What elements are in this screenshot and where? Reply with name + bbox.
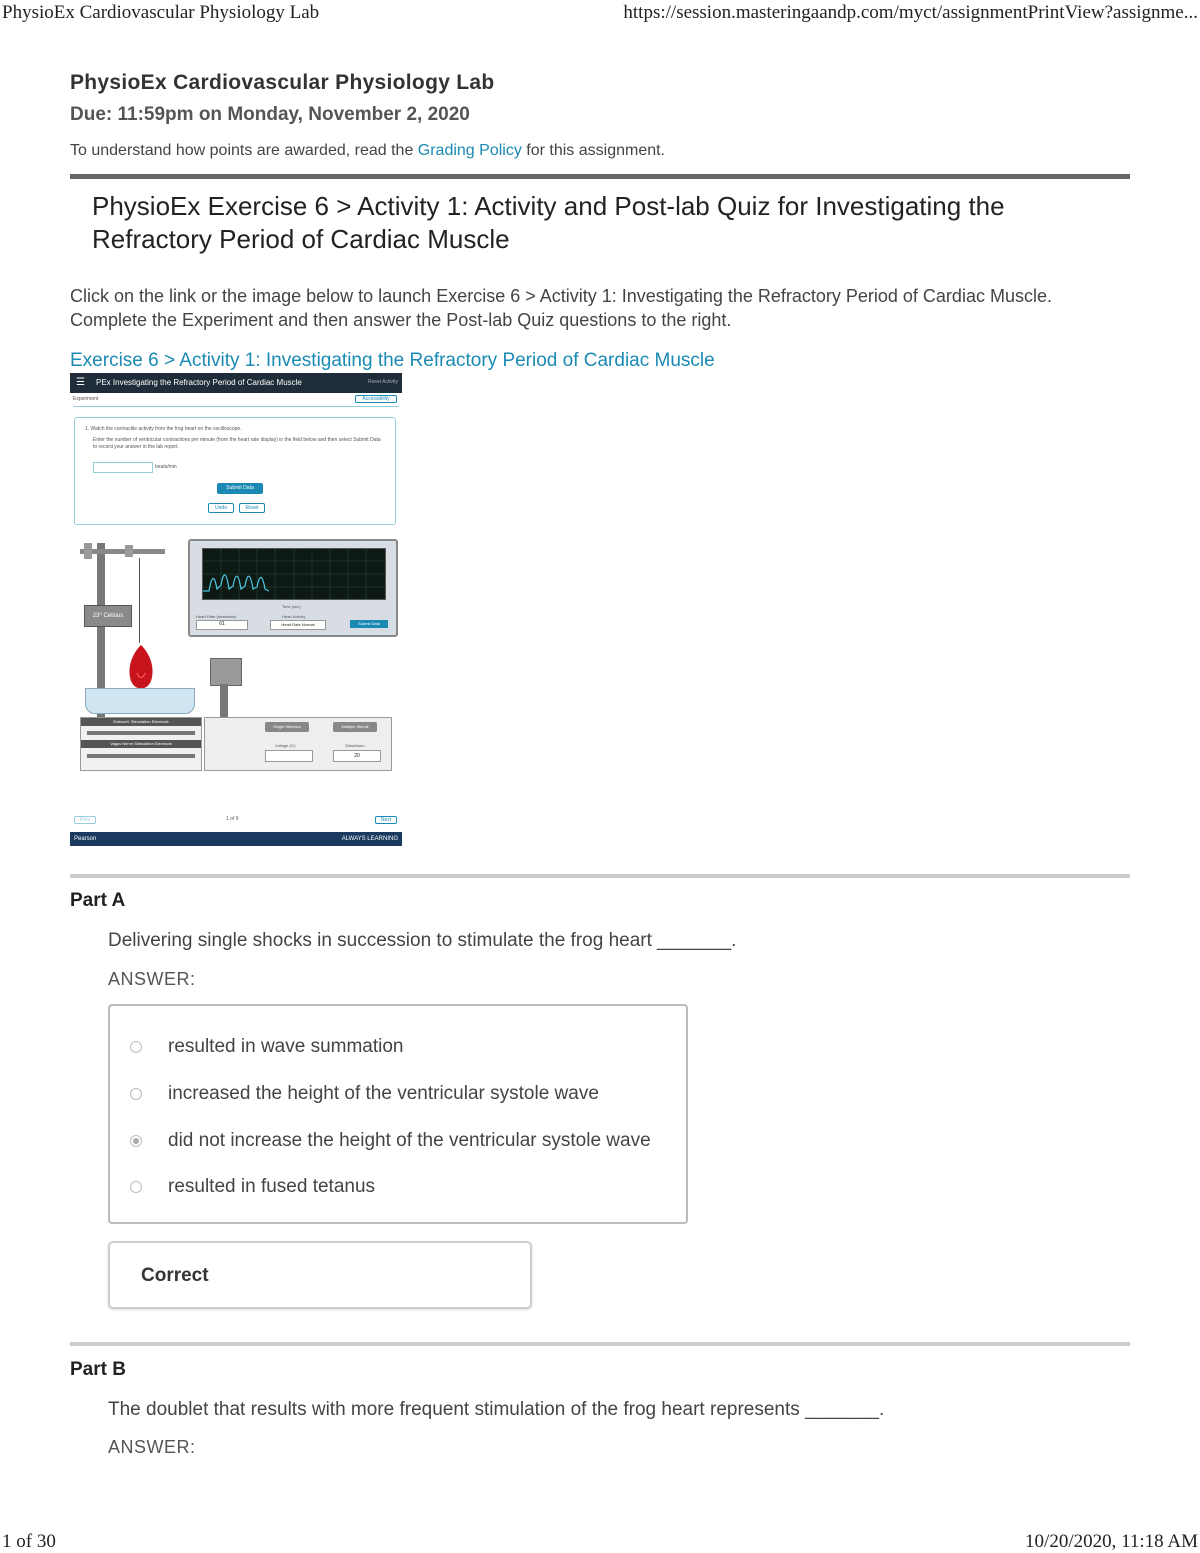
option-4-text: resulted in fused tetanus xyxy=(168,1176,376,1197)
voltage-field xyxy=(265,750,313,762)
sim-reset-activity: Reset Activity xyxy=(367,379,398,385)
electrode-panel xyxy=(80,717,202,771)
part-a-label: Part A xyxy=(70,890,126,911)
sim-instruction-2: Enter the number of ventricular contractions per minute (from the heart rate display) in the field below and then select Submit Data to record your answer in the lab report. xyxy=(93,437,381,450)
pearson-logo: Pearson xyxy=(74,836,97,842)
heart-rate-normal: Heart Rate Normal xyxy=(270,620,326,630)
exercise-intro: Click on the link or the image below to launch Exercise 6 > Activity 1: Investigating the Refractory Period of Cardiac Muscle. Complete the Experiment and then answer the Post-lab Quiz questions to the right. xyxy=(70,286,1052,330)
part-b-divider xyxy=(70,1342,1130,1346)
sim-accessibility: Accessibility xyxy=(355,395,397,403)
stimuli-sec-label: Stimuli/sec: xyxy=(345,743,366,748)
always-learning: ALWAYS LEARNING xyxy=(341,836,398,842)
time-axis-label: Time (sec) xyxy=(282,604,301,609)
grading-note xyxy=(70,142,665,160)
part-b-question: The doublet that results with more frequent stimulation of the frog heart represents _______. xyxy=(108,1399,885,1420)
sim-tab: Experiment xyxy=(73,396,99,402)
part-a-answer-label: ANSWER: xyxy=(108,969,196,989)
stimulator-panel xyxy=(204,717,392,771)
stimuli-sec-field: 20 xyxy=(333,750,381,762)
sim-reset: Reset xyxy=(239,503,265,513)
sim-title: PEx Investigating the Refractory Period of Cardiac Muscle xyxy=(96,378,302,387)
stand-arm xyxy=(80,549,165,554)
radio-button[interactable] xyxy=(130,1041,142,1053)
sim-undo: Undo xyxy=(208,503,234,513)
heart-trace xyxy=(203,549,385,599)
grading-suffix: for this assignment. xyxy=(521,142,665,159)
option-1-text: resulted in wave summation xyxy=(168,1036,404,1057)
electrode-2-label: Vagus Nerve Stimulation Electrode xyxy=(81,740,201,748)
sim-next: Next xyxy=(375,816,397,824)
sim-page: 1 of 9 xyxy=(226,816,239,822)
heart-rate-value: 61 xyxy=(196,620,248,630)
sim-instruction-panel xyxy=(74,417,396,525)
sim-submit: Submit Data xyxy=(217,483,263,494)
ringer-bath xyxy=(85,688,195,714)
grading-policy-link[interactable]: Grading Policy xyxy=(417,142,522,159)
part-a-question: Delivering single shocks in succession to stimulate the frog heart _______. xyxy=(108,930,737,951)
menu-icon: ☰ xyxy=(76,377,85,388)
heart-rate-label: Heart Rate (beats/min) xyxy=(196,614,237,619)
sim-titlebar xyxy=(70,373,402,393)
sim-units: beats/min xyxy=(155,464,177,470)
radio-button-selected[interactable] xyxy=(130,1135,142,1147)
section-divider xyxy=(70,174,1130,179)
assignment-title: PhysioEx Cardiovascular Physiology Lab xyxy=(70,71,495,94)
grading-prefix: To understand how points are awarded, read the xyxy=(70,142,418,159)
heart-activity-label: Heart Activity xyxy=(282,614,306,619)
part-a-answer-box xyxy=(108,1004,688,1224)
feedback-box xyxy=(108,1241,532,1309)
part-a-divider xyxy=(70,874,1130,878)
simulation-thumbnail[interactable] xyxy=(70,373,402,846)
exercise-title: PhysioEx Exercise 6 > Activity 1: Activity and Post-lab Quiz for Investigating the Refractory Period of Cardiac Muscle xyxy=(92,191,1005,254)
part-b-answer-label: ANSWER: xyxy=(108,1437,196,1457)
oscilloscope xyxy=(188,539,398,637)
sim-footer xyxy=(70,832,402,846)
sim-prev: Prev xyxy=(74,816,96,824)
feedback-text: Correct xyxy=(141,1265,209,1286)
print-header-url: https://session.masteringaandp.com/myct/assignmentPrintView?assignme... xyxy=(623,2,1198,23)
print-footer-datetime: 10/20/2020, 11:18 AM xyxy=(1025,1531,1198,1552)
scope-submit: Submit Data xyxy=(350,620,388,628)
exercise-link[interactable]: Exercise 6 > Activity 1: Investigating the Refractory Period of Cardiac Muscle xyxy=(70,350,715,371)
temp-display: 23° Celsius xyxy=(84,605,132,627)
multiple-stimuli-btn: Multiple Stimuli xyxy=(333,722,377,732)
oscilloscope-screen xyxy=(202,548,386,600)
radio-button[interactable] xyxy=(130,1088,142,1100)
print-header-title: PhysioEx Cardiovascular Physiology Lab xyxy=(2,2,320,23)
frog-heart-icon xyxy=(125,643,157,693)
sim-instruction-1: 1. Watch the contractile activity from the frog heart on the oscilloscope. xyxy=(85,426,242,432)
option-2-text: increased the height of the ventricular systole wave xyxy=(168,1083,599,1104)
due-date: Due: 11:59pm on Monday, November 2, 2020 xyxy=(70,104,470,125)
sim-answer-field xyxy=(93,462,153,473)
stimulator-head xyxy=(210,658,242,686)
option-3-text: did not increase the height of the ventricular systole wave xyxy=(168,1130,651,1151)
electrode-1-label: Extracell. Stimulation Electrode xyxy=(81,718,201,726)
print-footer-page: 1 of 30 xyxy=(2,1531,56,1552)
part-b-label: Part B xyxy=(70,1359,126,1380)
single-stimulus-btn: Single Stimulus xyxy=(265,722,309,732)
radio-button[interactable] xyxy=(130,1181,142,1193)
voltage-label: Voltage (V): xyxy=(275,743,296,748)
